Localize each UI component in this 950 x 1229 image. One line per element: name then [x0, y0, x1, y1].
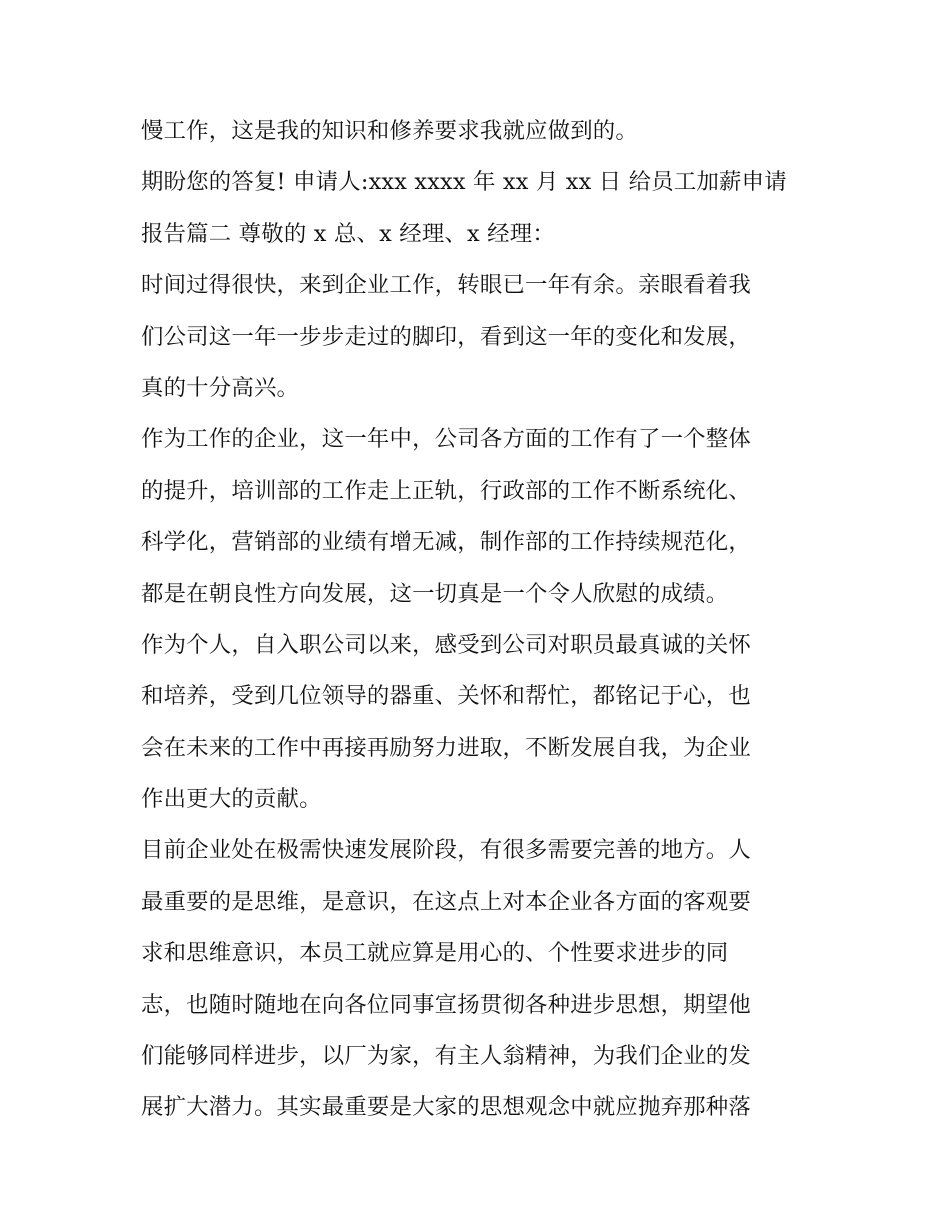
text-line: 科学化，营销部的业绩有增无减，制作部的工作持续规范化， [141, 529, 751, 556]
text-line: 真的十分高兴。 [141, 374, 300, 401]
text-line: 作为工作的企业，这一年中，公司各方面的工作有了一个整体 [141, 426, 751, 453]
text-line: 作出更大的贡献。 [141, 786, 322, 813]
text-line: 慢工作，这是我的知识和修养要求我就应做到的。 [141, 118, 638, 144]
text-line: 时间过得很快，来到企业工作，转眼已一年有余。亲眼看着我 [141, 272, 751, 299]
document-body [141, 106, 813, 1134]
text-line: 们能够同样进步，以厂为家，有主人翁精神，为我们企业的发 [141, 1043, 751, 1070]
text-line: 们公司这一年一步步走过的脚印，看到这一年的变化和发展， [141, 323, 751, 350]
text-line: 展扩大潜力。其实最重要是大家的思想观念中就应抛弃那种落 [141, 1094, 751, 1121]
text-line: 都是在朝良性方向发展，这一切真是一个令人欣慰的成绩。 [141, 580, 729, 607]
text-line: 期盼您的答复! 申请人:xxx xxxx 年 xx 月 xx 日 给员工加薪申请 [141, 169, 787, 196]
text-line: 的提升，培训部的工作走上正轨，行政部的工作不断系统化、 [141, 477, 751, 504]
text-line: 最重要的是思维，是意识，在这点上对本企业各方面的客观要 [141, 888, 751, 915]
text-line: 作为个人，自入职公司以来，感受到公司对职员最真诚的关怀 [141, 631, 751, 658]
text-line: 求和思维意识，本员工就应算是用心的、个性要求进步的同 [141, 940, 729, 967]
text-line: 目前企业处在极需快速发展阶段，有很多需要完善的地方。人 [141, 837, 751, 864]
text-line: 报告篇二 尊敬的 x 总、x 经理、x 经理： [141, 220, 555, 247]
text-line: 志，也随时随地在向各位同事宣扬贯彻各种进步思想，期望他 [141, 991, 751, 1018]
text-line: 会在未来的工作中再接再励努力进取，不断发展自我，为企业 [141, 734, 751, 761]
text-line: 和培养，受到几位领导的器重、关怀和帮忙，都铭记于心，也 [141, 683, 751, 710]
